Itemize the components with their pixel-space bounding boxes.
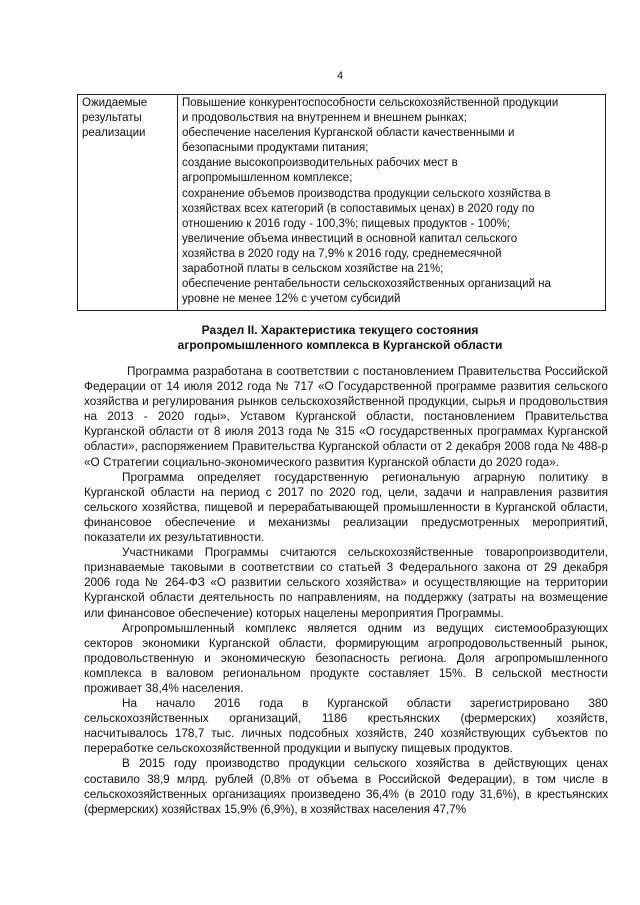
table-row — [78, 95, 606, 311]
value-line: агропромышленном комплексе; — [182, 172, 353, 185]
value-line: отношению к 2016 году - 100,3%; пищевых продуктов - 100%; — [182, 217, 511, 230]
value-line: увеличение объема инвестиций в основной капитал сельского — [182, 232, 518, 245]
value-line: безопасными продуктами питания; — [182, 142, 369, 155]
value-line: сохранение объемов производства продукции сельского хозяйства в — [182, 187, 551, 200]
value-line: уровне не менее 12% с учетом субсидий — [182, 293, 401, 306]
value-line: хозяйства в 2020 году на 7,9% к 2016 году, среднемесячной — [182, 247, 502, 260]
paragraph: На начало 2016 года в Курганской области зарегистрировано 380 сельскохозяйственных организаций, 1186 крестьянских (фермерских) хозяйств, насчитывалось 178,7 тыс. личных подсобных хозяйств, 240 хозяйствующих субъектов по переработке сельскохозяйственной продукции и выпуску пищевых продуктов. — [84, 696, 608, 756]
paragraph: Программа определяет государственную региональную аграрную политику в Курганской области на период с 2017 по 2020 год, цели, задачи и направления развития сельского хозяйства, пищевой и перерабатывающей промышленности в Курганской области, финансовое обеспечение и механизмы реализации предусмотренных мероприятий, показатели их результативности. — [84, 469, 608, 545]
page-number: 4 — [336, 70, 344, 82]
table-label-cell: Ожидаемые результаты реализации — [78, 95, 178, 311]
value-line: Повышение конкурентоспособности сельскохозяйственной продукции — [182, 97, 559, 109]
value-line: создание высокопроизводительных рабочих мест в — [182, 157, 458, 170]
section-title — [0, 323, 640, 353]
paragraph: Агропромышленный комплекс является одним из ведущих системообразующих секторов экономики Курганской области, формирующим агропродовольственный рынок, продовольственную и экономическую безопасность региона. Доля агропромышленного комплекса в валовом региональном продукте составляет 15%. В сельской местности проживает 38,4% населения. — [84, 620, 608, 695]
table-value-cell — [178, 95, 606, 311]
value-line: и продовольствия на внутреннем и внешнем рынках; — [182, 112, 467, 125]
body-text — [84, 364, 608, 817]
value-line: обеспечение населения Курганской области качественными и — [182, 127, 515, 140]
value-line: заработной платы в сельском хозяйстве на 21%; — [182, 263, 444, 276]
section-title-line: агропромышленного комплекса в Курганской области — [177, 338, 503, 352]
expected-results-table — [77, 94, 606, 311]
value-line: хозяйствах всех категорий (в сопоставимых ценах) в 2020 году по — [182, 202, 535, 215]
paragraph: Участниками Программы считаются сельскохозяйственные товаропроизводители, признаваемые таковыми в соответствии со статьей 3 Федерального закона от 29 декабря 2006 года № 264-ФЗ «О развитии сельского хозяйства» и осуществляющие на территории Курганской области деятельность по направлениям, на поддержку (затраты на возмещение или финансовое обеспечение) которых нацелены мероприятия Программы. — [84, 545, 608, 620]
value-line: обеспечение рентабельности сельскохозяйственных организаций на — [182, 278, 551, 291]
paragraph: В 2015 году производство продукции сельского хозяйства в действующих ценах составило 38,9 млрд. рублей (0,8% от объема в Российской Федерации), в том числе в сельскохозяйственных организациях произведено 36,4% (в 2010 году 31,6%), в крестьянских (фермерских) хозяйствах 15,9% (6,9%), в хозяйствах населения 47,7% — [84, 756, 608, 816]
section-title-line: Раздел II. Характеристика текущего состояния — [201, 323, 479, 337]
paragraph: Программа разработана в соответствии с постановлением Правительства Российской Федерации от 14 июля 2012 года № 717 «О Государственной программе развития сельского хозяйства и регулирования рынков сельскохозяйственной продукции, сырья и продовольствия на 2013 - 2020 годы», Уставом Курганской области, постановлением Правительства Курганской области от 8 июля 2013 года № 315 «О государственных программах Курганской области», распоряжением Правительства Курганской области от 2 декабря 2008 года № 488-р «О Стратегии социально-экономического развития Курганской области до 2020 года». — [84, 364, 608, 469]
